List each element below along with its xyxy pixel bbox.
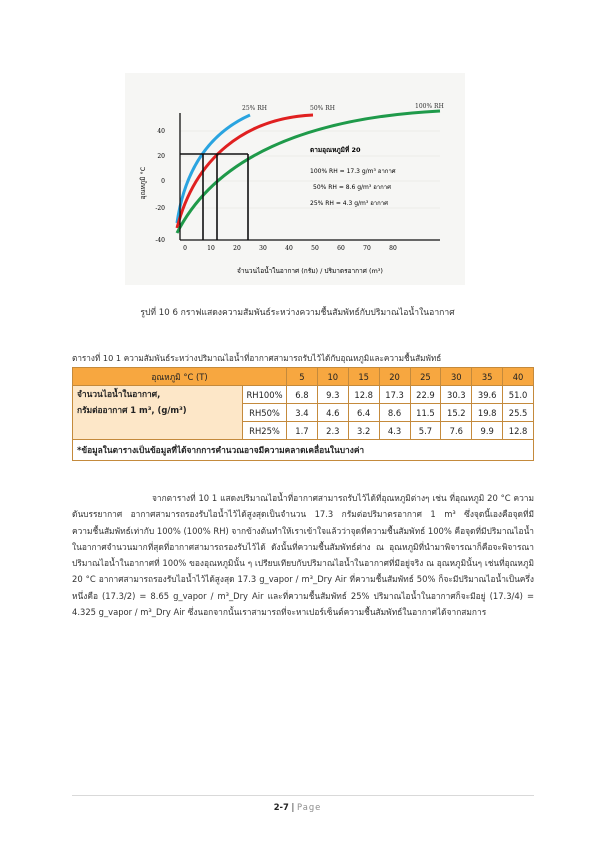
x-tick-label: 20 (233, 245, 241, 252)
temp-header: 20 (379, 368, 410, 386)
body-paragraph (72, 490, 534, 620)
table-cell: 5.7 (410, 422, 441, 440)
vapor-table (72, 367, 534, 461)
table-cell: 25.5 (503, 404, 534, 422)
row-label-line2: กรัมต่ออากาศ 1 m³, (g/m³) (77, 405, 187, 415)
paragraph-text: จากตารางที่ 10 1 แสดงปริมาณไอน้ำที่อากาศสามารถรับไว้ได้ที่อุณหภูมิต่างๆ เช่น ที่อุณหภูมิ 20 °C ความดันบรรยากาศ อากาศสามารถรองรับไอน้ำไว้ได้สูงสุดเป็นจำนวน 17.3 กรัมต่อปริมาตรอากาศ 1 m³ ซึ่งจุดนี้เองคือจุดที่มีความชื้นสัมพัทธ์เท่ากับ 100% (100% RH) จากข้างต้นทำให้เราเข้าใจแล้วว่าจุดที่ความชื้นสัมพัทธ์ 100% คือจุดที่มีปริมาณไอน้ำในอากาศจำนวนมากที่สุดที่อากาศสามารถรองรับไว้ได้ ดังนั้นที่ความชื้นสัมพัทธ์ต่าง ณ อุณหภูมิที่นำมาพิจารณาก็คือจะพิจารณาปริมาณไอน้ำในอากาศที่ 100% ของอุณหภูมินั้น ๆ เปรียบเทียบกับปริมาณไอน้ำในอากาศที่มีอยู่จริง ณ อุณหภูมินั้นๆ เช่นที่อุณหภูมิ 20 °C อากาศสามารถรองรับไอน้ำไว้ได้สูงสุด 17.3 g_vapor / m³_Dry Air ที่ความชื้นสัมพัทธ์ 50% ก็จะมีปริมาณไอน้ำเป็นครึ่งหนึ่งคือ (17.3/2) = 8.65 g_vapor / m³_Dry Air และที่ความชื้นสัมพัทธ์ 25% ปริมาณไอน้ำในอากาศก็จะมีอยู่ (17.3/4) = 4.325 g_vapor / m³_Dry Air ซึ่งนอกจากนั้นเราสามารถที่จะหาเปอร์เซ็นต์ความชื้นสัมพัทธ์ในอากาศได้จากสมการ (72, 493, 534, 618)
footer-divider (72, 795, 534, 796)
y-tick-label: -40 (155, 237, 165, 244)
x-tick-label: 0 (183, 245, 187, 252)
y-tick-label: -20 (155, 205, 165, 212)
info-box-line-50: 50% RH = 8.6 g/m³ อากาศ (313, 184, 391, 191)
figure-caption: รูปที่ 10 6 กราฟแสดงความสัมพันธ์ระหว่างความชื้นสัมพัทธ์กับปริมาณไอน้ำในอากาศ (140, 308, 455, 318)
table-cell: 6.4 (348, 404, 379, 422)
temp-header: 5 (287, 368, 318, 386)
table-cell: 19.8 (472, 404, 503, 422)
table-header-row (73, 368, 534, 386)
rh-chart (125, 73, 465, 285)
table-header-label: อุณหภูมิ °C (T) (73, 368, 287, 386)
footer-separator: | (291, 802, 295, 812)
table-cell: 6.8 (287, 386, 318, 404)
x-tick-label: 10 (207, 245, 215, 252)
temp-header: 25 (410, 368, 441, 386)
table-cell: 1.7 (287, 422, 318, 440)
temp-header: 10 (317, 368, 348, 386)
curve-label-25rh: 25% RH (242, 105, 267, 112)
y-axis-label: อุณหภูมิ °C (139, 166, 147, 200)
table-cell: 7.6 (441, 422, 472, 440)
x-tick-label: 80 (389, 245, 397, 252)
y-tick-label: 0 (161, 178, 165, 185)
table-caption: ตารางที่ 10 1 ความสัมพันธ์ระหว่างปริมาณไอน้ำที่อากาศสามารถรับไว้ได้กับอุณหภูมิและความชื้นสัมพัทธ์ (72, 353, 442, 363)
x-tick-label: 50 (311, 245, 319, 252)
table-cell: 8.6 (379, 404, 410, 422)
row-label-line1: จำนวนไอน้ำในอากาศ, (77, 389, 161, 399)
page-footer (0, 802, 595, 812)
table-cell: 17.3 (379, 386, 410, 404)
table-cell: 3.4 (287, 404, 318, 422)
info-box-line-25: 25% RH = 4.3 g/m³ อากาศ (310, 200, 388, 207)
rh-label: RH25% (243, 422, 287, 440)
curve-label-100rh: 100% RH (415, 103, 444, 110)
table-cell: 9.3 (317, 386, 348, 404)
x-tick-label: 60 (337, 245, 345, 252)
info-box-title: ตามอุณหภูมิที่ 20 (310, 146, 361, 154)
curve-50rh (177, 115, 313, 228)
page-number: 2-7 (273, 802, 289, 812)
x-tick-label: 70 (363, 245, 371, 252)
x-tick-label: 40 (285, 245, 293, 252)
table-cell: 30.3 (441, 386, 472, 404)
temp-header: 35 (472, 368, 503, 386)
y-tick-label: 20 (157, 153, 165, 160)
table-cell: 9.9 (472, 422, 503, 440)
table-cell: 4.3 (379, 422, 410, 440)
info-box-line-100: 100% RH = 17.3 g/m³ อากาศ (310, 168, 396, 175)
table-cell: 22.9 (410, 386, 441, 404)
table-cell: 4.6 (317, 404, 348, 422)
table-cell: 51.0 (503, 386, 534, 404)
x-tick-label: 30 (259, 245, 267, 252)
rh-label: RH100% (243, 386, 287, 404)
table-cell: 12.8 (348, 386, 379, 404)
temp-header: 15 (348, 368, 379, 386)
table-cell: 11.5 (410, 404, 441, 422)
table-row (73, 386, 534, 404)
row-label (73, 386, 243, 440)
table-cell: 39.6 (472, 386, 503, 404)
table-note-row (73, 440, 534, 461)
table-cell: 2.3 (317, 422, 348, 440)
x-axis-label: จำนวนไอน้ำในอากาศ (กรัม) / ปริมาตรอากาศ (m³) (237, 267, 383, 275)
table-cell: 3.2 (348, 422, 379, 440)
table-cell: 15.2 (441, 404, 472, 422)
page-label: Page (297, 802, 322, 812)
table-note: *ข้อมูลในตารางเป็นข้อมูลที่ได้จากการคำนวณอาจมีความคลาดเคลื่อนในบางค่า (73, 440, 534, 461)
rh-chart-figure (125, 73, 465, 285)
y-tick-label: 40 (157, 128, 165, 135)
temp-header: 30 (441, 368, 472, 386)
rh-label: RH50% (243, 404, 287, 422)
curve-label-50rh: 50% RH (310, 105, 335, 112)
temp-header: 40 (503, 368, 534, 386)
table-cell: 12.8 (503, 422, 534, 440)
